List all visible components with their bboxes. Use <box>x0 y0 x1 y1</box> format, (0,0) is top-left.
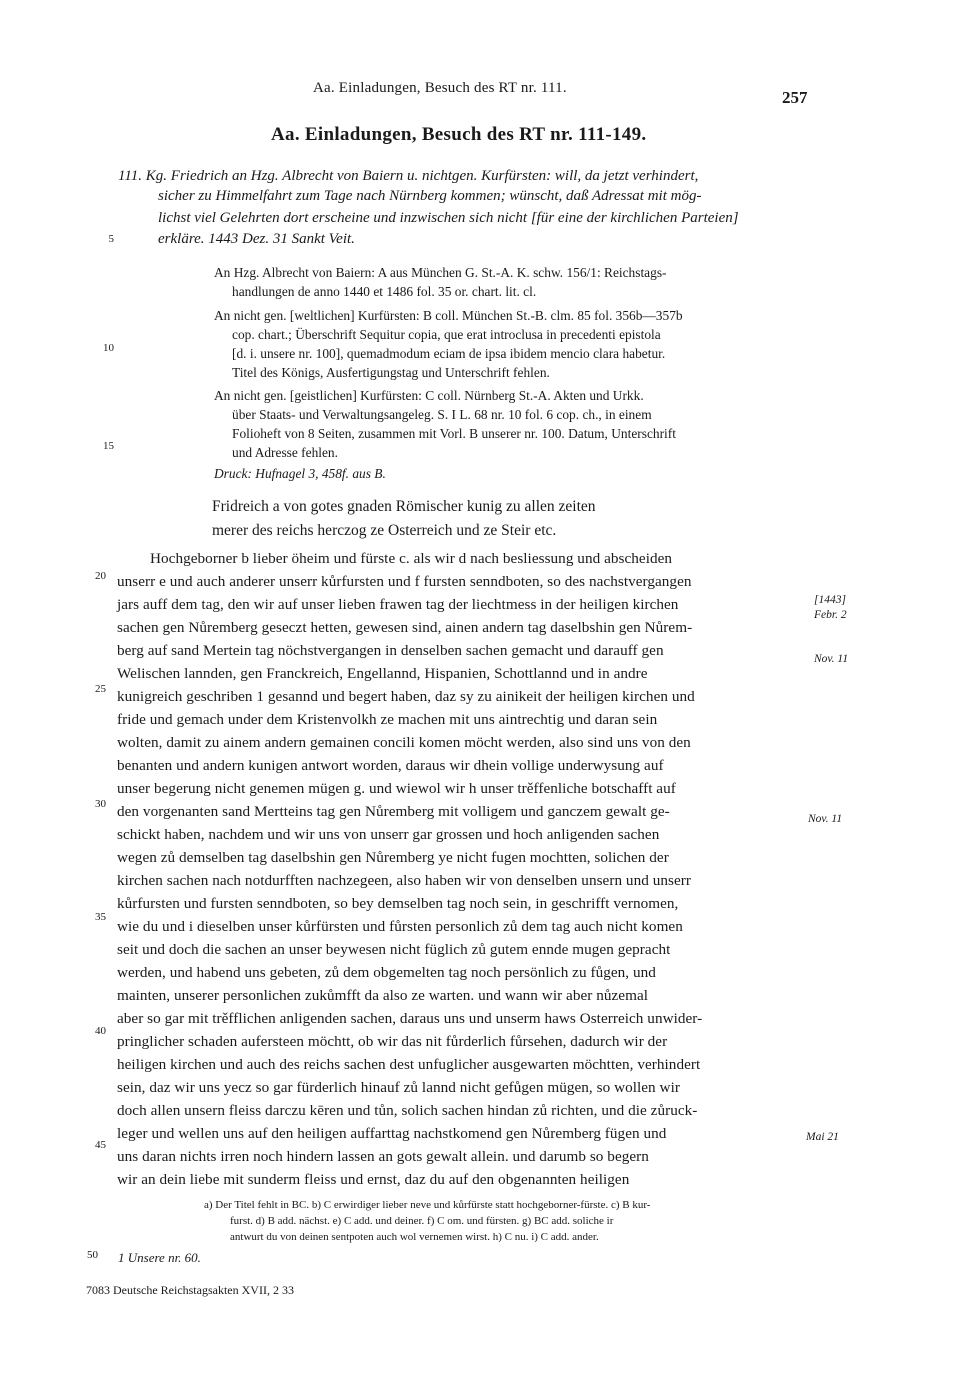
margin-note: Nov. 11 <box>814 653 849 665</box>
body-line: pringlicher schaden aufersteen möchtt, ob wir das nit fůrderlich fůrsehen, dadurch wir der <box>117 1033 668 1050</box>
body-line: wegen zů demselben tag daselbshin gen Nůremberg ye nicht fugen mochtten, solichen der <box>117 849 669 866</box>
body-line: wir an dein liebe mit sunderm fleiss und ernst, daz du auf den obgenannten heiligen <box>117 1171 630 1188</box>
source-line: und Adresse fehlen. <box>232 445 338 460</box>
line-number: 25 <box>95 683 106 695</box>
margin-note: Mai 21 <box>806 1131 839 1143</box>
body-line: jars auff dem tag, den wir auf unser lieben frawen tag der liechtmess in der heiligen kirchen <box>117 596 679 613</box>
regest-line: erkläre. 1443 Dez. 31 Sankt Veit. <box>158 231 355 247</box>
source-line: Folioheft von 8 Seiten, zusammen mit Vorl. B unserer nr. 100. Datum, Unterschrift <box>232 426 676 441</box>
body-line: unser begerung nicht genemen mügen g. und wiewol wir h unser trěffenliche botschafft auf <box>117 780 676 797</box>
line-number: 40 <box>95 1025 106 1037</box>
printer-signature: 7083 Deutsche Reichstagsakten XVII, 2 33 <box>86 1283 294 1297</box>
source-line: Druck: Hufnagel 3, 458f. aus B. <box>214 466 386 481</box>
source-line: An Hzg. Albrecht von Baiern: A aus München G. St.-A. K. schw. 156/1: Reichstags- <box>214 265 667 280</box>
body-line: seit und doch die sachen an unser beywesen nicht füglich zů gutem ennde mugen gepracht <box>117 941 671 958</box>
regest-line: 111. Kg. Friedrich an Hzg. Albrecht von Baiern u. nichtgen. Kurfürsten: will, da jetzt verhindert, <box>118 168 699 184</box>
line-number: 30 <box>95 798 106 810</box>
source-line: An nicht gen. [weltlichen] Kurfürsten: B coll. München St.-B. clm. 85 fol. 356b—357b <box>214 308 683 323</box>
source-line: An nicht gen. [geistlichen] Kurfürsten: C coll. Nürnberg St.-A. Akten und Urkk. <box>214 388 644 403</box>
source-line: cop. chart.; Überschrift Sequitur copia, que erat introclusa in precedenti epistola <box>232 327 661 342</box>
source-line: [d. i. unsere nr. 100], quemadmodum eciam de ipsa ibidem mencio clara habetur. <box>232 346 666 361</box>
body-line: wie du und i dieselben unser kůrfürsten und fůrsten personlich zů dem tag auch nicht komen <box>117 918 683 935</box>
line-number: 35 <box>95 911 106 923</box>
line-number: 15 <box>103 440 114 452</box>
body-line: wolten, damit zu ainem andern gemainen concili komen möcht werden, also sind uns von den <box>117 734 691 751</box>
body-line: werden, und habend uns gebeten, zů dem obgemelten tag noch persönlich zu fůgen, und <box>117 964 656 981</box>
margin-note: Nov. 11 <box>808 813 843 825</box>
footnote-line: furst. d) B add. nächst. e) C add. und deiner. f) C om. und fürsten. g) BC add. soliche ir <box>230 1215 614 1227</box>
body-line: schickt haben, nachdem und wir uns von unserr gar grossen und hoch anligenden sachen <box>117 826 660 843</box>
body-line: Hochgeborner b lieber öheim und fürste c. als wir d nach besliessung und abscheiden <box>150 550 673 567</box>
line-number: 20 <box>95 570 106 582</box>
body-line: sachen gen Nůremberg geseczt hetten, gewesen sind, ainen andern tag daselbshin gen Nůrem- <box>117 619 693 636</box>
body-line: benanten und andern kunigen antwort worden, daraus wir dhein vollige underwysung auf <box>117 757 664 774</box>
intitulatio-line: Fridreich a von gotes gnaden Römischer kunig zu allen zeiten <box>212 498 596 515</box>
line-number: 45 <box>95 1139 106 1151</box>
source-line: Titel des Königs, Ausfertigungstag und Unterschrift fehlen. <box>232 365 550 380</box>
section-heading: Aa. Einladungen, Besuch des RT nr. 111-149. <box>271 124 647 145</box>
body-line: den vorgenanten sand Mertteins tag gen Nůremberg mit volligem und ganczem gewalt ge- <box>117 803 670 820</box>
regest-line: lichst viel Gelehrten dort erscheine und inzwischen sich nicht [für eine der kirchlichen Parteien] <box>158 210 739 226</box>
body-line: mainten, unserer personlichen zukůmfft da also ze warten. und wann wir aber nůzemal <box>117 987 649 1004</box>
line-number: 50 <box>87 1249 98 1261</box>
margin-note: [1443] <box>814 594 846 606</box>
body-line: kunigreich geschriben 1 gesannd und begert haben, daz sy zu ainikeit der heiligen kirchen und <box>117 688 695 705</box>
body-line: unserr e und auch anderer unserr kůrfursten und f fursten senndboten, so des nachstvergangen <box>117 573 692 590</box>
body-line: aber so gar mit trěfflichen anligenden sachen, daraus uns und unserm haws Osterreich unwider- <box>117 1010 703 1027</box>
footnote-line: antwurt du von deinen sentpoten auch wol vernemen wirst. h) C nu. i) C add. ander. <box>230 1231 599 1243</box>
regest-line: sicher zu Himmelfahrt zum Tage nach Nürnberg kommen; wünscht, daß Adressat mit mög- <box>158 188 702 204</box>
body-line: uns daran nichts irren noch hindern lassen an gots gewalt allein. und darumb so begern <box>117 1148 649 1165</box>
running-title: Aa. Einladungen, Besuch des RT nr. 111. <box>313 80 567 96</box>
line-number: 10 <box>103 342 114 354</box>
body-line: sein, daz wir uns yecz so gar fürderlich hinauf zů lannd nicht gefůgen mügen, so wollen wir <box>117 1079 680 1096</box>
body-line: fride und gemach under dem Kristenvolkh ze machen mit uns aintrechtig und daran sein <box>117 711 658 728</box>
intitulatio-line: merer des reichs herczog ze Osterreich und ze Steir etc. <box>212 522 557 539</box>
body-line: doch allen unsern fleiss darczu kēren und tůn, solich sachen hindan zů richten, und die zůruck- <box>117 1102 698 1119</box>
body-line: berg auf sand Mertein tag nöchstvergangen in denselben sachen gemacht und darauff gen <box>117 642 664 659</box>
source-line: über Staats- und Verwaltungsangeleg. S. I L. 68 nr. 10 fol. 6 cop. ch., in einem <box>232 407 652 422</box>
footnote-numbered: 1 Unsere nr. 60. <box>118 1250 201 1265</box>
margin-note: Febr. 2 <box>814 609 847 621</box>
line-number: 5 <box>108 233 114 245</box>
body-line: heiligen kirchen und auch des reichs sachen dest unfuglicher ausgewarten möchtten, verhindert <box>117 1056 701 1073</box>
body-line: kirchen sachen nach notdurfften nachzegeen, also haben wir von denselben unsern und unserr <box>117 872 691 889</box>
footnote-line: a) Der Titel fehlt in BC. b) C erwirdiger lieber neve und kůrfürste statt hochgeborner-fürste. c) B kur- <box>204 1199 651 1211</box>
page-number: 257 <box>782 88 808 107</box>
body-line: leger und wellen uns auf den heiligen auffarttag nachstkomend gen Nůremberg fügen und <box>117 1125 667 1142</box>
body-line: kůrfursten und fursten senndboten, so bey demselben tag noch sein, in geschrifft vernomen, <box>117 895 679 912</box>
body-line: Welischen lannden, gen Franckreich, Engellannd, Hispanien, Schottlannd und in andre <box>117 665 648 682</box>
source-line: handlungen de anno 1440 et 1486 fol. 35 or. chart. lit. cl. <box>232 284 537 299</box>
